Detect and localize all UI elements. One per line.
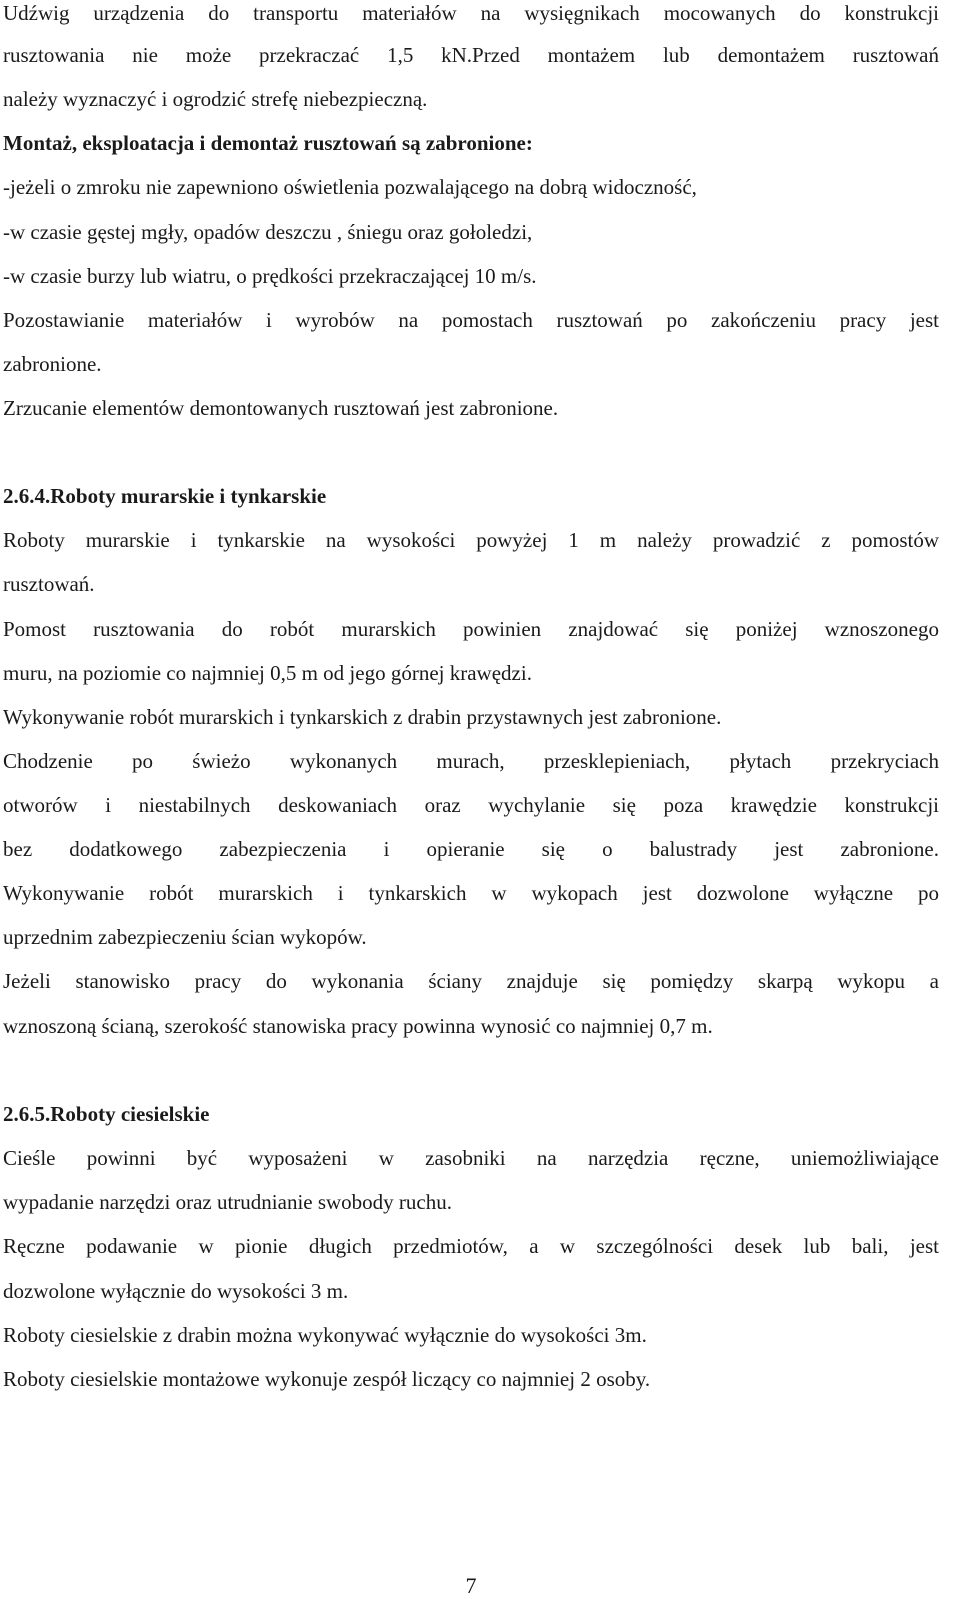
text-line: Roboty ciesielskie montażowe wykonuje zespół liczący co najmniej 2 osoby. <box>3 1367 651 1391</box>
text-line: wypadanie narzędzi oraz utrudnianie swobody ruchu. <box>3 1190 452 1214</box>
text-line: Zrzucanie elementów demontowanych rusztowań jest zabronione. <box>3 396 559 420</box>
text-line: Ręczne podawanie w pionie długich przedmiotów, a w szczególności desek lub bali, jest <box>3 1234 939 1258</box>
list-item: -w czasie burzy lub wiatru, o prędkości przekraczającej 10 m/s. <box>3 264 537 288</box>
text-line: Roboty ciesielskie z drabin można wykonywać wyłącznie do wysokości 3m. <box>3 1323 647 1347</box>
text-line: rusztowań. <box>3 572 95 596</box>
text-line: muru, na poziomie co najmniej 0,5 m od jego górnej krawędzi. <box>3 661 532 685</box>
text-line: Jeżeli stanowisko pracy do wykonania ściany znajduje się pomiędzy skarpą wykopu a <box>3 969 939 993</box>
text-line: zabronione. <box>3 352 102 376</box>
list-item: -w czasie gęstej mgły, opadów deszczu , śniegu oraz gołoledzi, <box>3 220 533 244</box>
text-line: Chodzenie po świeżo wykonanych murach, przesklepieniach, płytach przekryciach <box>3 749 939 773</box>
text-line: dozwolone wyłącznie do wysokości 3 m. <box>3 1279 349 1303</box>
section-heading: 2.6.5.Roboty ciesielskie <box>3 1102 210 1126</box>
text-line: należy wyznaczyć i ogrodzić strefę niebezpieczną. <box>3 87 428 111</box>
text-line: Pozostawianie materiałów i wyrobów na pomostach rusztowań po zakończeniu pracy jest <box>3 308 939 332</box>
text-line: rusztowania nie może przekraczać 1,5 kN.Przed montażem lub demontażem rusztowań <box>3 43 939 67</box>
text-line: Udźwig urządzenia do transportu materiałów na wysięgnikach mocowanych do konstrukcji <box>3 1 939 25</box>
text-line: Pomost rusztowania do robót murarskich powinien znajdować się poniżej wznoszonego <box>3 617 939 641</box>
text-line: uprzednim zabezpieczeniu ścian wykopów. <box>3 925 367 949</box>
page-number: 7 <box>465 1573 477 1598</box>
text-line: otworów i niestabilnych deskowaniach oraz wychylanie się poza krawędzie konstrukcji <box>3 793 939 817</box>
list-item: -jeżeli o zmroku nie zapewniono oświetlenia pozwalającego na dobrą widoczność, <box>3 175 697 199</box>
text-line: Cieśle powinni być wyposażeni w zasobniki na narzędzia ręczne, uniemożliwiające <box>3 1146 939 1170</box>
text-line: Wykonywanie robót murarskich i tynkarskich w wykopach jest dozwolone wyłączne po <box>3 881 939 905</box>
text-line: wznoszoną ścianą, szerokość stanowiska pracy powinna wynosić co najmniej 0,7 m. <box>3 1014 713 1038</box>
text-line: Roboty murarskie i tynkarskie na wysokości powyżej 1 m należy prowadzić z pomostów <box>3 528 939 552</box>
section-heading: 2.6.4.Roboty murarskie i tynkarskie <box>3 484 327 508</box>
bold-statement: Montaż, eksploatacja i demontaż rusztowań są zabronione: <box>3 131 533 155</box>
text-line: Wykonywanie robót murarskich i tynkarskich z drabin przystawnych jest zabronione. <box>3 705 722 729</box>
text-line: bez dodatkowego zabezpieczenia i opieranie się o balustrady jest zabronione. <box>3 837 939 861</box>
